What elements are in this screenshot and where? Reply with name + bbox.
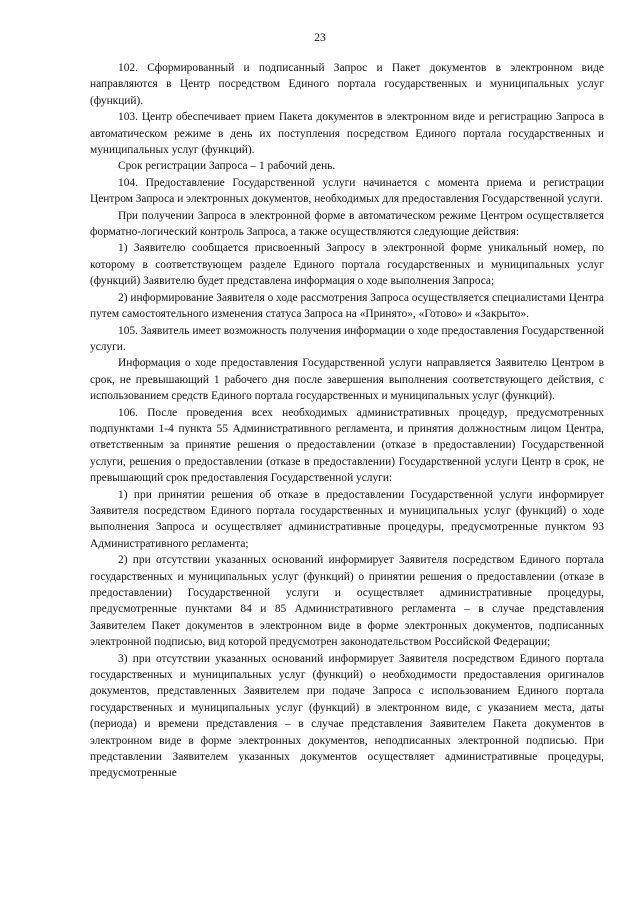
paragraph-104: 104. Предоставление Государственной услуги начинается с момента приема и регистрации Центром Запроса и электронных документов, необходимых для предоставления Государственной услуги. bbox=[90, 176, 604, 206]
paragraph-action-2: 2) информирование Заявителя о ходе рассмотрения Запроса осуществляется специалистами Центра путем самостоятельного изменения статуса Запроса на «Принято», «Готово» и «Закрыто». bbox=[90, 291, 604, 321]
paragraph-decision-2: 2) при отсутствии указанных оснований информирует Заявителя посредством Единого портала государственных и муниципальных услуг (функций) о принятии решения о предоставлении (отказе в предоставлении) Государственной услуги и осуществляет административные процедуры, предусмотренные пунктами 84 и 85 Административного регламента – в случае представления Заявителем Пакет документов в электронном виде в форме электронных документов, подписанных электронной подписью, вид которой предусмотрен законодательством Российской Федерации; bbox=[90, 554, 604, 649]
document-body bbox=[90, 60, 604, 782]
paragraph-103: 103. Центр обеспечивает прием Пакета документов в электронном виде и регистрацию Запроса в автоматическом режиме в день их поступления посредством Единого портала государственных и муниципальных услуг (функций). bbox=[90, 111, 604, 157]
paragraph-info-term: Информация о ходе предоставления Государственной услуги направляется Заявителю Центром в срок, не превышающий 1 рабочего дня после завершения выполнения соответствующего действия, с использованием средств Единого портала государственных и муниципальных услуг (функций). bbox=[90, 357, 604, 403]
paragraph-decision-1: 1) при принятии решения об отказе в предоставлении Государственной услуги информирует Заявителя посредством Единого портала государственных и муниципальных услуг (функций) о ходе выполнения Запроса и осуществляет административные процедуры, предусмотренные пунктом 93 Административного регламента; bbox=[90, 488, 604, 550]
paragraph-registration-term: Срок регистрации Запроса – 1 рабочий день. bbox=[118, 160, 336, 173]
paragraph-102: 102. Сформированный и подписанный Запрос и Пакет документов в электронном виде направляются в Центр посредством Единого портала государственных и муниципальных услуг (функций). bbox=[90, 62, 604, 107]
paragraph-decision-3: 3) при отсутствии указанных оснований информирует Заявителя посредством Единого портала государственных и муниципальных услуг (функций) о необходимости предоставления оригиналов документов, представленных Заявителем при подаче Запроса с использованием Единого портала государственных и муниципальных услуг (функций) в электронном виде, с указанием места, даты (периода) и времени представления – в случае представления Заявителем Пакета документов в электронном виде в форме электронных документов, неподписанных электронной подписью. При представлении Заявителем указанных документов осуществляет административные процедуры, предусмотренные bbox=[90, 652, 604, 780]
paragraph-106: 106. После проведения всех необходимых административных процедур, предусмотренных подпунктами 1-4 пункта 55 Административного регламента, и принятия должностным лицом Центра, ответственным за принятие решения о предоставлении (отказе в предоставлении) Государственной услуги, решения о предоставлении (отказе в предоставлении) Государственной услуги Центр в срок, не превышающий срок предоставления Государственной услуги: bbox=[90, 406, 604, 485]
page-number: 23 bbox=[314, 32, 326, 44]
paragraph-control: При получении Запроса в электронной форме в автоматическом режиме Центром осуществляется форматно-логический контроль Запроса, а также осуществляются следующие действия: bbox=[90, 209, 604, 239]
paragraph-action-1: 1) Заявителю сообщается присвоенный Запросу в электронной форме уникальный номер, по которому в соответствующем разделе Единого портала государственных и муниципальных услуг (функций) Заявителю будет представлена информация о ходе выполнения Запроса; bbox=[90, 242, 604, 288]
paragraph-105: 105. Заявитель имеет возможность получения информации о ходе предоставления Государственной услуги. bbox=[90, 324, 604, 353]
